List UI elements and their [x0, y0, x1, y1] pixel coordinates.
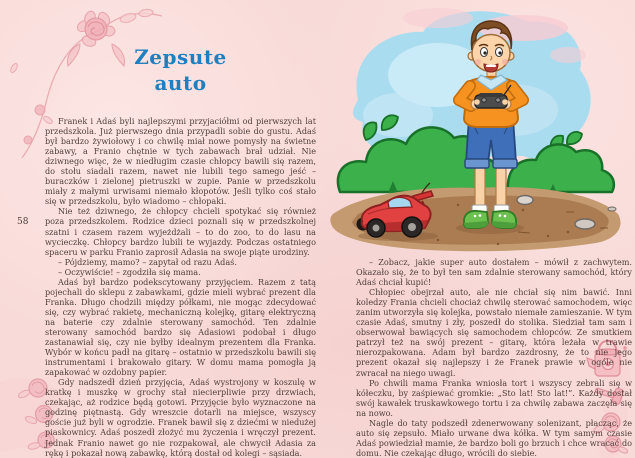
chapter-title-line-1: Zepsute [134, 45, 227, 69]
pink-cloud [550, 47, 586, 63]
stone [608, 207, 616, 211]
story-paragraph: Gdy nadszedł dzień przyjęcia, Adaś wystrojony w koszulę w kratkę i muszkę w grochy stał niecierpliwie przy drzwiach, czekając, aż rodzice będą gotowi. Przyjęcie było wyznaczone na godzinę piętnastą. Gdy wreszcie dotarli na miejsce, wszyscy goście już byli w ogrodzie. Franek bawił się z dziećmi w niedużej piaskownicy. Adaś poszedł złożyć mu życzenia i wręczył prezent. Jednak Franio nawet go nie rozpakował, ale chwycił Adasia za rękę i pokazał nową zabawkę, którą dostał od kolegi – sąsiada. [45, 377, 316, 458]
story-text-left [45, 116, 316, 458]
story-dialogue-line: – Oczywiście! – zgodziła się mama. [58, 266, 201, 277]
chapter-title-line-2: auto [154, 71, 207, 95]
story-paragraph: Adaś był bardzo podekscytowany przyjęciem. Razem z tatą pojechali do sklepu z zabawkami, gdzie mieli wybrać prezent dla Franka. Długo chodzili między półkami, nie mogąc zdecydować się, czy wybrać rakietę, mechaniczną kolejkę, gitarę elektryczną na baterie czy zdalnie sterowany samochód. Ten zdalnie sterowany samochód bardzo się Adasiowi podobał i długo zastanawiał się, czy nie byłby idealnym prezentem dla Franka. Wybór w końcu padł na gitarę – ostatnio w przedszkolu bawili się instrumentami i brakowało gitary. W domu mama pomogła ją zapakować w ozdobny papier. [45, 276, 316, 378]
story-illustration [318, 0, 635, 258]
story-paragraph: Po chwili mama Franka wniosła tort i wszyscy zebrali się w kółeczku, by zaśpiewać gromkie: „Sto lat! Sto lat!”. Każdy dostał swój kawałek truskawkowego tortu i za chwilę zabawa zaczęła się na nowo. [356, 377, 632, 418]
stone [575, 219, 595, 229]
story-paragraph: Chłopiec obejrzał auto, ale nie chciał się nim bawić. Inni koledzy Frania chcieli chociaż chwilę sterować samochodem, więc zanim utworzyła się kolejka, powstało niemałe zamieszanie. W tym czasie Adaś, smutny i zły, poszedł do stolika. Siedział tam sam i obserwował bawiących się samochodem chłopców. Ze smutkiem patrzył też na swój prezent – gitarę, która leżała w trawie nierozpakowana. Adam był bardzo zazdrosny, że to nie jego prezent okazał się najlepszy i że Franek prawie w ogóle nie zwracał na niego uwagi. [356, 287, 632, 378]
pink-cloud [403, 8, 473, 28]
story-dialogue-line: – Zobacz, jakie super auto dostałem – mówił z zachwytem. Okazało się, że to był ten sam zdalnie sterowany samochód, który Adaś chciał kupić! [356, 257, 632, 288]
story-paragraph: Nie też dziwnego, że chłopcy chcieli spotykać się również poza przedszkolem. Rodzice dzieci poznali się w przedszkolnej szatni i czasem razem wyjeżdżali – to do zoo, to do lasu na wycieczkę. Chłopcy bardzo lubili te wyjazdy. Podczas ostatniego spaceru w parku Franio zaprosił Adasia na swoje piąte urodziny. [45, 206, 316, 257]
stone [517, 196, 533, 205]
chapter-title [45, 44, 316, 96]
story-paragraph: Franek i Adaś byli najlepszymi przyjaciółmi od pierwszych lat przedszkola. Już pierwszego dnia przypadli sobie do gustu. Adaś był bardzo żywiołowy i co chwilę miał nowe pomysły na świetne zabawy, a Franio chętnie w tych zabawach brał udział. Nie dziwnego więc, że w niedługim czasie chłopcy bawili się razem, do stołu siadali razem, nawet nie lubili tego samego jeść – buraczków i zielonej pietruszki w zupie. Panie w przedszkolu miały z małymi urwisami niemało kłopotów. Jeśli tylko coś stało się w przedszkolu, było wiadomo – chłopaki. [45, 116, 316, 207]
story-paragraph: Nagle do taty podszedł zdenerwowany solenizant, płacząc, że auto się zepsuło. Miało urwane dwa kółka. W tym samym czasie Adaś powiedział mamie, że bardzo boli go brzuch i chce wracać do domu. Nie czekając długo, wrócili do siebie. [356, 417, 632, 458]
story-dialogue-line: – Pójdziemy, mamo? – zapytał od razu Adaś. [58, 256, 237, 267]
right-page [318, 0, 635, 458]
page-number: 58 [17, 217, 29, 227]
story-text-right [356, 257, 632, 458]
